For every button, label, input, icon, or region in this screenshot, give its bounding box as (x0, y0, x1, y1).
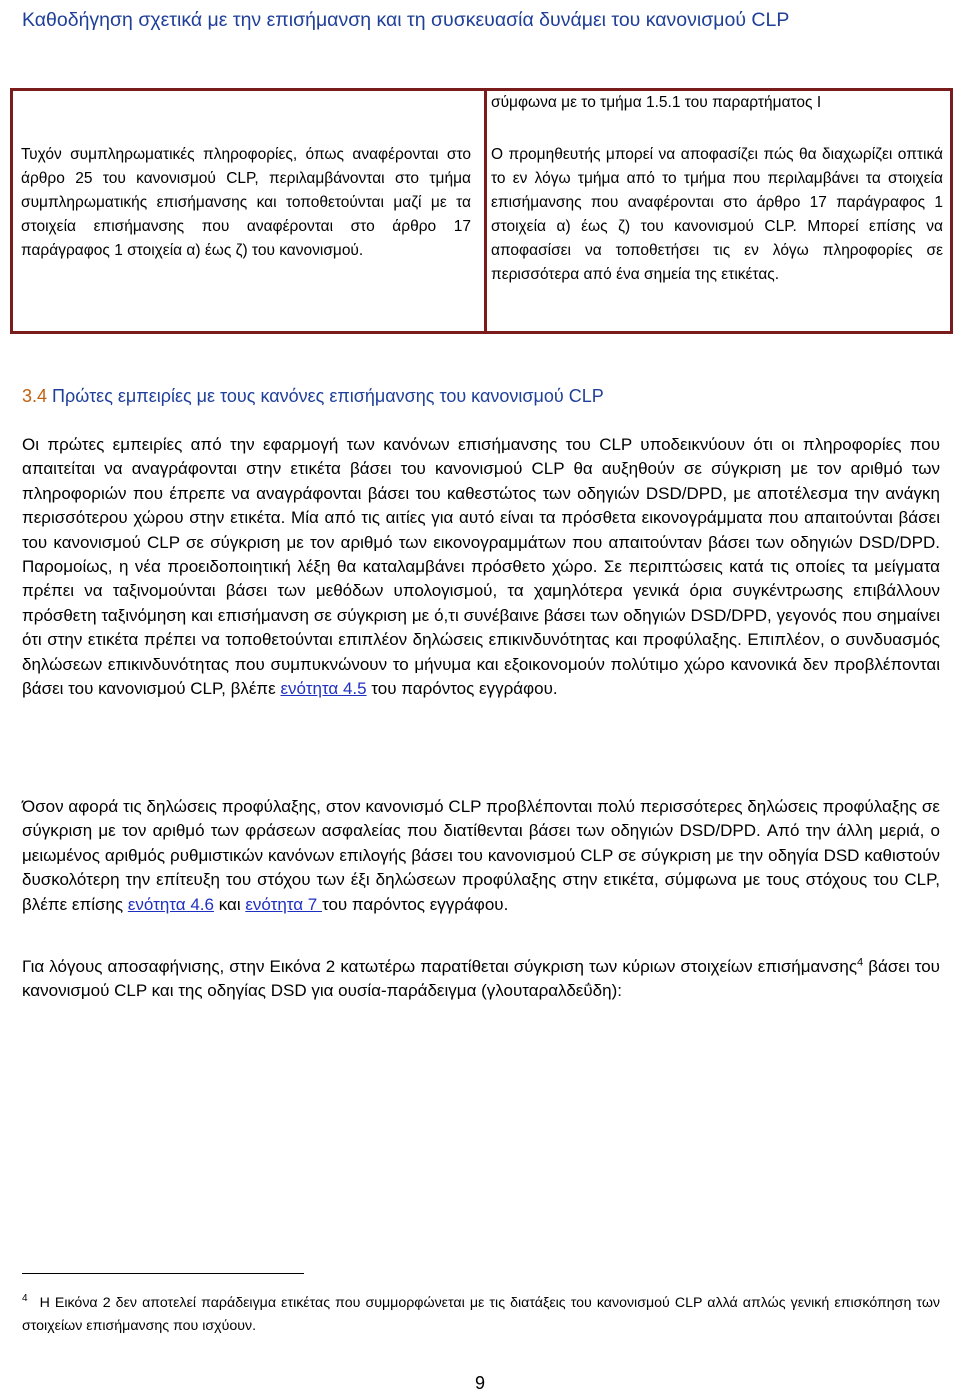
footnote-reference[interactable]: 4 (857, 956, 864, 969)
requirements-table (10, 88, 953, 334)
section-title: Πρώτες εμπειρίες με τους κανόνες επισήμανσης του κανονισμού CLP (47, 386, 604, 406)
table-right-cell-text: Ο προμηθευτής μπορεί να αποφασίζει πώς θα διαχωρίζει οπτικά το εν λόγω τμήμα από το τμήμα που περιλαμβάνει τα στοιχεία επισήμανσης που αναφέρονται στο άρθρο 17 παράγραφος 1 στοιχεία α) έως ζ) του κανονισμού CLP. Μπορεί επίσης να αποφασίσει να τοποθετήσει τις εν λόγω πληροφορίες σε περισσότερα από ένα σημεία της ετικέτας. (491, 146, 943, 283)
paragraph-text: Για λόγους αποσαφήνισης, στην Εικόνα 2 κατωτέρω παρατίθεται σύγκριση των κύριων στοιχείων επισήμανσης (22, 957, 858, 976)
section-heading (22, 383, 932, 409)
section-number: 3.4 (22, 386, 48, 406)
link-section-4-6[interactable]: ενότητα 4.6 (127, 894, 214, 914)
table-right-cell-top-text: σύμφωνα με το τμήμα 1.5.1 του παραρτήματος I (491, 94, 822, 111)
paragraph-first-experiences (22, 433, 940, 701)
paragraph-text: βάσει του κανονισμού CLP και της οδηγίας DSD για ουσία-παράδειγμα (γλουταραλδεΰδη): (22, 957, 940, 1001)
footnote (22, 1292, 940, 1338)
paragraph-text: και (213, 894, 246, 914)
link-section-7[interactable]: ενότητα 7 (245, 894, 322, 914)
footnote-text: Η Εικόνα 2 δεν αποτελεί παράδειγμα ετικέτας που συμμορφώνεται με τις διατάξεις του κανονισμού CLP αλλά απλώς γενική επισκόπηση των στοιχείων επισήμανσης που ισχύουν. (22, 1295, 940, 1334)
footnote-number: 4 (22, 1293, 28, 1305)
link-section-4-5[interactable]: ενότητα 4.5 (280, 679, 367, 699)
paragraph-text: του παρόντος εγγράφου. (321, 894, 509, 914)
page-header-title: Καθοδήγηση σχετικά με την επισήμανση και τη συσκευασία δυνάμει του κανονισμού CLP (22, 9, 790, 31)
paragraph-precautionary-statements (22, 795, 940, 917)
paragraph-text: Όσον αφορά τις δηλώσεις προφύλαξης, στον κανονισμό CLP προβλέπονται πολύ περισσότερες δηλώσεις προφύλαξης σε σύγκριση με τον αριθμό των φράσεων ασφαλείας που διατίθενται βάσει των οδηγιών DSD/DPD. Από την άλλη μεριά, ο μειωμένος αριθμός ρυθμιστικών κανόνων επιλογής βάσει του κανονισμού CLP σε σύγκριση με την οδηγία DSD καθιστούν δυσκολότερη την επίτευξη του στόχου των έξι δηλώσεων προφύλαξης στην ετικέτα, σύμφωνα με τους στόχους του CLP, βλέπε επίσης (22, 797, 940, 914)
paragraph-clarification (22, 955, 940, 1004)
paragraph-text: Οι πρώτες εμπειρίες από την εφαρμογή των κανόνων επισήμανσης του CLP υποδεικνύουν ότι οι πληροφορίες που απαιτείται να αναγράφονται στην ετικέτα βάσει του κανονισμού CLP θα αυξηθούν σε σύγκριση με τον αριθμό των πληροφοριών που έπρεπε να αναγράφονται βάσει του καθεστώτος των οδηγιών DSD/DPD, με αποτέλεσμα την ανάγκη περισσότερου χώρου στην ετικέτα. Μία από τις αιτίες για αυτό είναι τα πρόσθετα εικονογράμματα που απαιτούνται βάσει του κανονισμού CLP σε σύγκριση με τον αριθμό των εικονογραμμάτων που απαιτούνταν βάσει των οδηγιών DSD/DPD. Παρομοίως, η νέα προειδοποιητική λέξη θα καταλαμβάνει πρόσθετο χώρο. Σε περιπτώσεις κατά τις οποίες τα μείγματα πρέπει να ταξινομούνται βάσει των μεθόδων υπολογισμού, τα χαμηλότερα γενικά όρια συγκέντρωσης επιβάλλουν πρόσθετη ταξινόμηση και επισήμανση σε σύγκριση με ό,τι συνέβαινε βάσει των οδηγιών DSD/DPD, γεγονός που σημαίνει ότι στην ετικέτα πρέπει να τοποθετούνται επιπλέον δηλώσεις επικινδυνότητας και προφύλαξης. Επιπλέον, ο συνδυασμός δηλώσεων επικινδυνότητας που συμπυκνώνουν το μήνυμα και εξοικονομούν πολύτιμο χώρο κανονικά δεν προβλέπονται βάσει του κανονισμού CLP, βλέπε (22, 435, 940, 699)
table-left-cell-text: Τυχόν συμπληρωματικές πληροφορίες, όπως αναφέρονται στο άρθρο 25 του κανονισμού CLP, περιλαμβάνονται στο τμήμα συμπληρωματικής επισήμανσης και τοποθετούνται μαζί με τα στοιχεία επισήμανσης που αναφέρονται στο άρθρο 17 παράγραφος 1 στοιχεία α) έως ζ) του κανονισμού. (21, 146, 471, 259)
footnote-separator (22, 1273, 304, 1274)
table-column-divider (484, 91, 487, 331)
page-number: 9 (474, 1373, 485, 1393)
paragraph-text: του παρόντος εγγράφου. (366, 679, 558, 699)
